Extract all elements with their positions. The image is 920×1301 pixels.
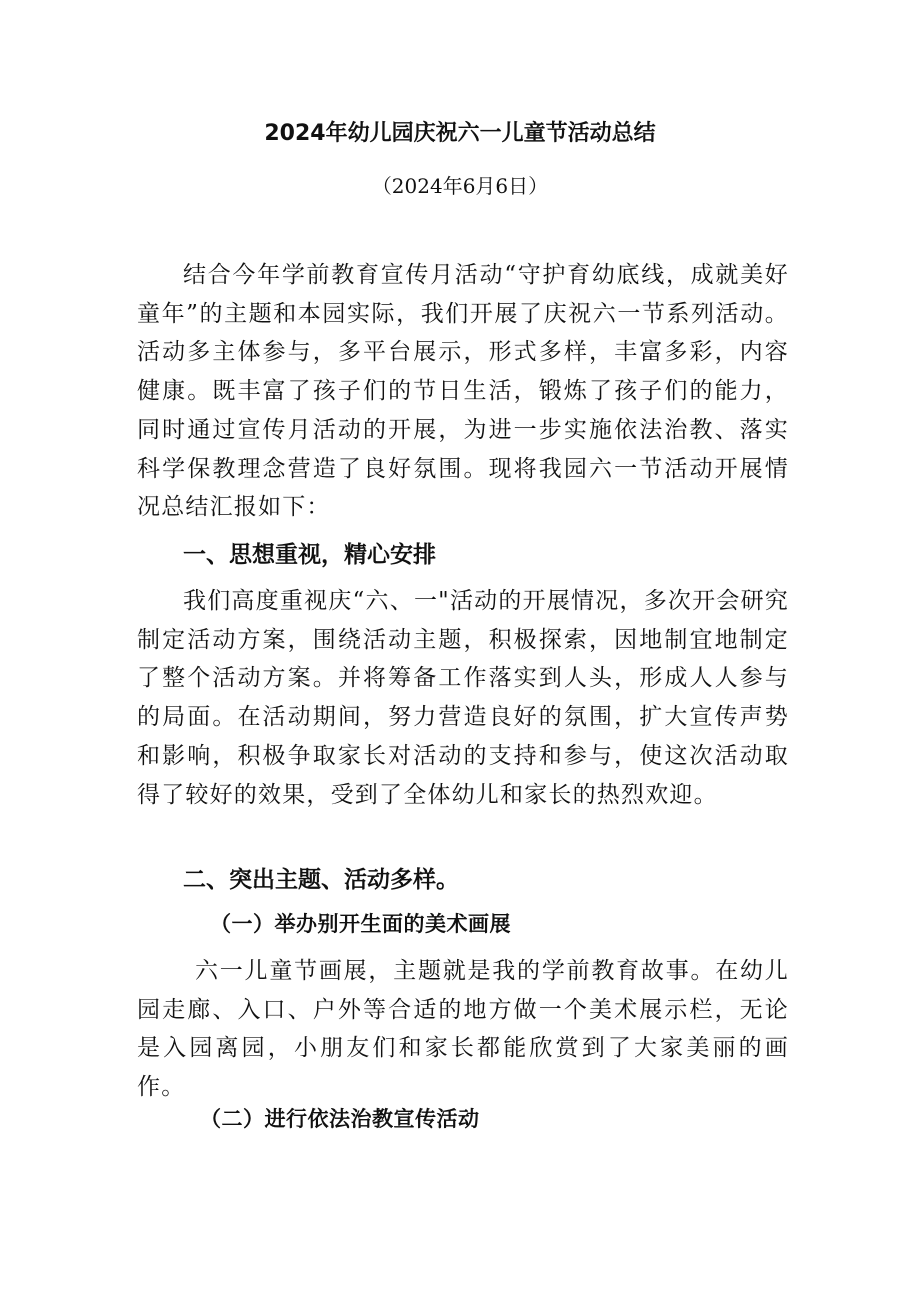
subsection-1-paragraph: 六一儿童节画展，主题就是我的学前教育故事。在幼儿园走廊、入口、户外等合适的地方做一个美术展示栏，无论是入园离园，小朋友们和家长都能欣赏到了大家美丽的画作。 — [137, 958, 789, 1101]
subsection-1-heading: （一）举办别开生面的美术画展 — [210, 911, 511, 936]
section-1-heading: 一、思想重视，精心安排 — [183, 542, 436, 568]
document-date: （2024年6月6日） — [371, 174, 549, 198]
document-title: 2024年幼儿园庆祝六一儿童节活动总结 — [264, 121, 656, 146]
intro-paragraph: 结合今年学前教育宣传月活动“守护育幼底线，成就美好童年”的主题和本园实际，我们开展了庆祝六一节系列活动。活动多主体参与，多平台展示，形式多样，丰富多彩，内容健康。既丰富了孩子们的节日生活，锻炼了孩子们的能力，同时通过宣传月活动的开展，为进一步实施依法治教、落实科学保教理念营造了良好氛围。现将我园六一节活动开展情况总结汇报如下： — [137, 262, 789, 521]
section-1-paragraph: 我们高度重视庆“六、一"活动的开展情况，多次开会研究制定活动方案，围绕活动主题，积极探索，因地制宜地制定了整个活动方案。并将筹备工作落实到人头，形成人人参与的局面。在活动期间，努力营造良好的氛围，扩大宣传声势和影响，积极争取家长对活动的支持和参与，使这次活动取得了较好的效果，受到了全体幼儿和家长的热烈欢迎。 — [137, 588, 789, 808]
subsection-2-heading: （二）进行依法治教宣传活动 — [200, 1106, 480, 1131]
section-2-heading: 二、突出主题、活动多样。 — [183, 867, 459, 893]
